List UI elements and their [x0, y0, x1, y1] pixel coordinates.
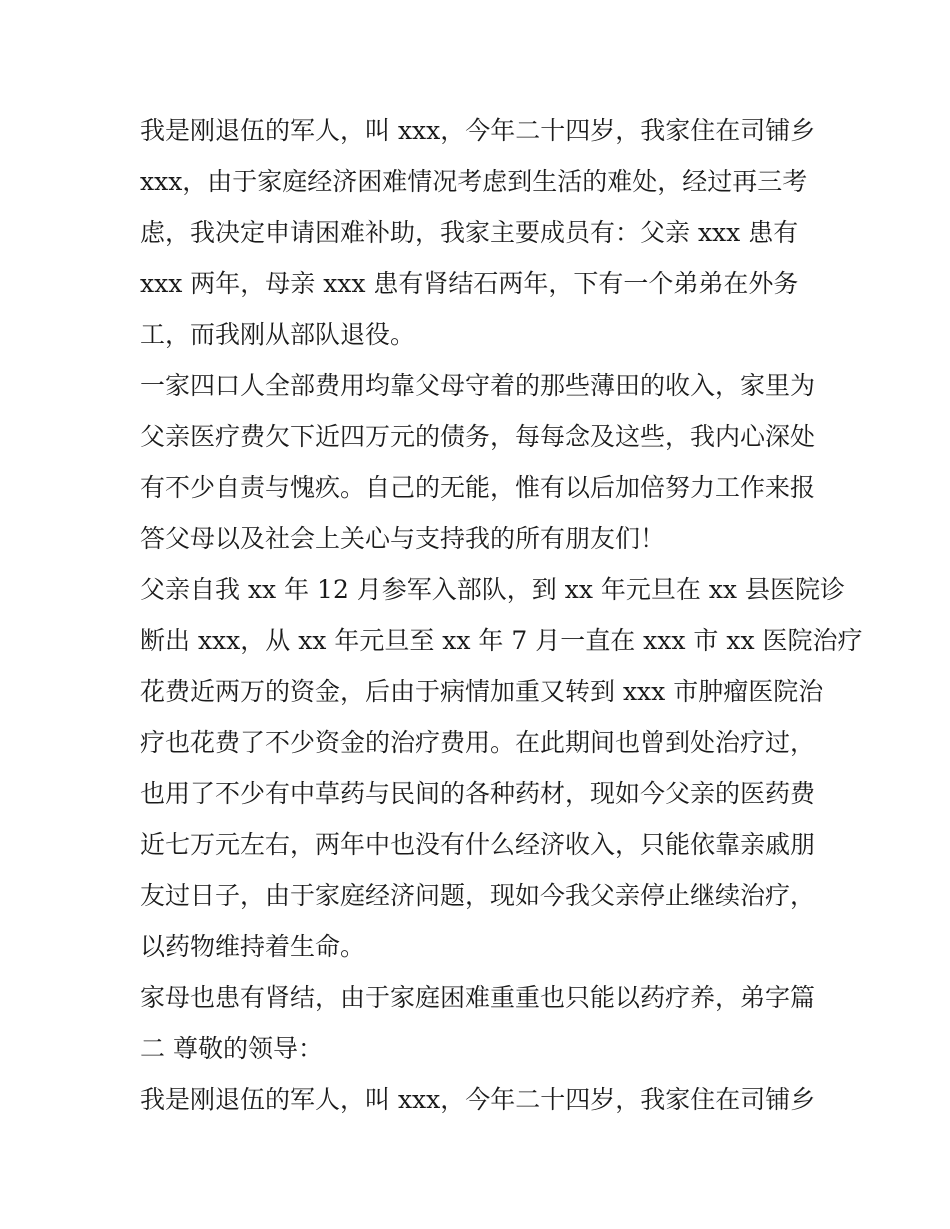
text-line-15: 近七万元左右，两年中也没有什么经济收入，只能依靠亲戚朋: [140, 830, 816, 859]
text-line-6: 一家四口人全部费用均靠父母守着的那些薄田的收入，家里为: [140, 371, 816, 400]
text-line-19: 二 尊敬的领导：: [140, 1034, 323, 1063]
text-line-12: 花费近两万的资金，后由于病情加重又转到 xxx 市肿瘤医院治: [140, 677, 824, 706]
text-line-1: 我是刚退伍的军人，叫 xxx，今年二十四岁，我家住在司铺乡: [140, 116, 816, 145]
text-line-3: 虑，我决定申请困难补助，我家主要成员有：父亲 xxx 患有: [140, 218, 799, 247]
text-line-13: 疗也花费了不少资金的治疗费用。在此期间也曾到处治疗过，: [140, 728, 816, 757]
text-line-14: 也用了不少有中草药与民间的各种药材，现如今父亲的医药费: [140, 779, 816, 808]
text-line-17: 以药物维持着生命。: [140, 932, 366, 961]
text-line-8: 有不少自责与愧疚。自己的无能，惟有以后加倍努力工作来报: [140, 473, 816, 502]
text-line-20: 我是刚退伍的军人，叫 xxx，今年二十四岁，我家住在司铺乡: [140, 1085, 816, 1114]
text-line-5: 工，而我刚从部队退役。: [140, 320, 416, 349]
text-line-4: xxx 两年，母亲 xxx 患有肾结石两年，下有一个弟弟在外务: [140, 269, 799, 298]
text-line-18: 家母也患有肾结，由于家庭困难重重也只能以药疗养，弟字篇: [140, 983, 816, 1012]
text-line-10: 父亲自我 xx 年 12 月参军入部队，到 xx 年元旦在 xx 县医院诊: [140, 575, 845, 604]
document-body: [140, 105, 863, 1125]
text-line-7: 父亲医疗费欠下近四万元的债务，每每念及这些，我内心深处: [140, 422, 816, 451]
text-line-16: 友过日子，由于家庭经济问题，现如今我父亲停止继续治疗，: [140, 881, 816, 910]
text-line-11: 断出 xxx，从 xx 年元旦至 xx 年 7 月一直在 xxx 市 xx 医院治疗: [140, 626, 863, 655]
text-line-2: xxx，由于家庭经济困难情况考虑到生活的难处，经过再三考: [140, 167, 808, 196]
text-line-9: 答父母以及社会上关心与支持我的所有朋友们！: [140, 524, 666, 553]
